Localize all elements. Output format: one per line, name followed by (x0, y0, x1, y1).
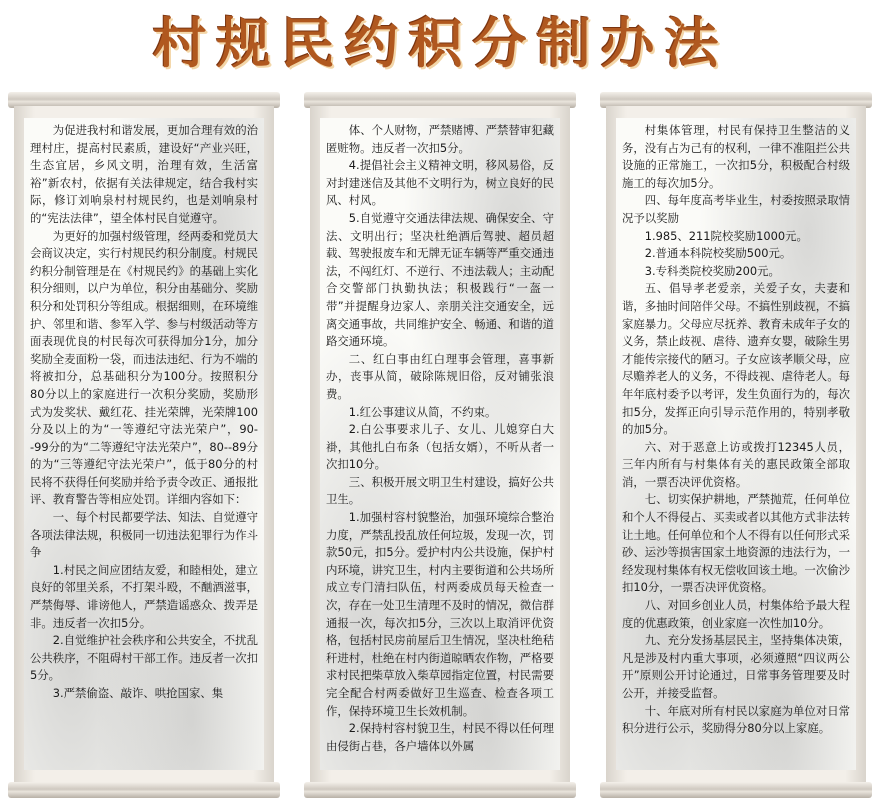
scroll-panel-2 (304, 92, 576, 798)
column-text (326, 122, 554, 755)
paragraph: 为促进我村和谐发展，更加合理有效的治理村庄，提高村民素质，建设好“产业兴旺，生态宜居，乡风文明，治理有效，生活富裕”新农村，依据有关法律规定，结合我村实际，修订刘响泉村村规民约，也是刘响泉村的“宪法法律”，望全体村民自觉遵守。 (30, 123, 258, 225)
paragraph: 3.严禁偷盗、敲诈、哄抢国家、集 (52, 686, 224, 700)
paragraph: 2.普通本科院校奖励500元。 (644, 246, 792, 261)
paragraph: 4.提倡社会主义精神文明，移风易俗，反对封建迷信及其他不文明行为，树立良好的民风、村风。 (326, 158, 554, 208)
paragraph: 1.加强村容村貌整治，加强环境综合整治力度，严禁乱投乱放任何垃圾，发现一次，罚款50元，扣5分。爱护村内公共设施，保护村内环境，讲究卫生，村内主要街道和公共场所成立专门清扫队伍，村两委成员每天检查一次，存在一处卫生清理不及时的情况，微信群通报一次，每次扣5分，三次以上取消评优资格，包括村民房前屋后卫生情况，坚决杜绝秸秆进村，杜绝在村内街道晾晒农作物，严格要求村民把柴草放入柴草园指定位置，村民需要完全配合村两委做好卫生巡查、检查各项工作，保持环境卫生长效机制。 (326, 510, 554, 718)
paragraph: 村集体管理，村民有保持卫生整洁的义务，没有占为己有的权利，一律不准阻拦公共设施的正常施工，一次扣5分，积极配合村级施工的每次加5分。 (622, 123, 850, 190)
paragraph: 七、切实保护耕地，严禁抛荒，任何单位和个人不得侵占、买卖或者以其他方式非法转让土地。任何单位和个人不得有以任何形式采砂、运沙等损害国家土地资源的违法行为，一经发现村集体有权无偿收回该土地。一次偷沙扣10分，一票否决评优资格。 (622, 492, 850, 595)
paragraph: 八、对回乡创业人员，村集体给予最大程度的优惠政策，创业家庭一次性加10分。 (622, 598, 850, 630)
scroll-paper (320, 118, 560, 770)
paragraph: 1.村民之间应团结友爱，和睦相处，建立良好的邻里关系，不打架斗殴，不酗酒滋事，严禁侮辱、诽谤他人，严禁造谣惑众、拨弄是非。违反者一次扣5分。 (30, 562, 258, 630)
paragraph: 二、红白事由红白理事会管理，喜事新办，丧事从简，破除陈规旧俗，反对铺张浪费。 (326, 351, 554, 401)
scroll-bottom-rod (600, 782, 872, 798)
paragraph: 六、对于恶意上访或拨打12345人员，三年内所有与村集体有关的惠民政策全部取消，一票否决评优资格。 (622, 439, 850, 489)
paragraph: 1.红公事建议从简，不约束。 (348, 404, 497, 419)
paragraph: 十、年底对所有村民以家庭为单位对日常积分进行公示，奖励得分80分以上家庭。 (622, 703, 850, 736)
paragraph: 一、每个村民都要学法、知法、自觉遵守各项法律法规，积极同一切违法犯罪行为作斗争 (30, 510, 258, 560)
scroll-bottom-rod (8, 782, 280, 798)
paragraph: 为更好的加强村级管理，经两委和党员大会商议决定，实行村规民约积分制度。村规民约积分制管理是在《村规民约》的基础上实化积分细则，以户为单位，积分由基础分、奖励积分和处罚积分等组成。根据细则，在环境维护、邻里和谐、参军入学、参与村级活动等方面表现优良的村民每次可获得加分1分，加分奖励全麦面粉一袋，而违法违纪、行为不端的将被扣分，总基础积分为100分。按照积分80分以上的家庭进行一次积分奖励，奖励形式为发奖状、戴红花、挂光荣牌，光荣牌100分及以上的为“一等遵纪守法光荣户”，90--99分的为“二等遵纪守法光荣户”，80--89分的为“三等遵纪守法光荣户”，低于80分的村民将不获得任何奖励并给予责令改正、通报批评、教育警告等相应处罚。详细内容如下： (30, 228, 258, 507)
paragraph: 五、倡导孝老爱亲，关爱子女，夫妻和谐，多抽时间陪伴父母。不搞性别歧视，不搞家庭暴力。父母应尽抚养、教育未成年子女的义务，禁止歧视、虐待、遗弃女婴，破除生男才能传宗接代的陋习。子女应该孝顺父母，应尽赡养老人的义务，不得歧视、虐待老人。每年年底村委予以考评，发生负面行为的，每次扣5分，发挥正向引导示范作用的，特别孝敬的加5分。 (622, 281, 850, 437)
paragraph: 1.985、211院校奖励1000元。 (644, 228, 808, 243)
paragraph: 体、个人财物，严禁赌博、严禁替审犯藏匿赃物。违反者一次扣5分。 (326, 123, 554, 155)
paragraph: 2.白公事要求儿子、女儿、儿媳穿白大褂，其他扎白布条（包括女婿），不听从者一次扣10分。 (326, 422, 554, 472)
paragraph: 三、积极开展文明卫生村建设，搞好公共卫生。 (326, 474, 554, 507)
paragraph: 四、每年度高考毕业生，村委按照录取情况予以奖励 (622, 193, 850, 225)
paragraph: 2.保持村容村貌卫生，村民不得以任何理由侵街占巷，各户墙体以外属 (326, 721, 554, 753)
page-title: 村规民约积分制办法 (152, 11, 729, 75)
scroll-paper (24, 118, 264, 770)
column-text (30, 122, 258, 703)
scroll-panel-3 (600, 92, 872, 798)
paragraph: 3.专科类院校奖励200元。 (644, 263, 780, 278)
paragraph: 5.自觉遵守交通法律法规、确保安全、守法、文明出行；坚决杜绝酒后驾驶、超员超载、驾驶报废车和无牌无证车辆等严重交通违法，不闯红灯、不逆行、不违法载人；主动配合交警部门执勤执法；积极践行“一盔一带”并提醒身边家人、亲朋关注交通安全，远离交通事故，共同维护安全、畅通、和谐的道路交通环境。 (326, 210, 554, 349)
scroll-paper (616, 118, 856, 770)
paragraph: 九、充分发扬基层民主，坚持集体决策，凡是涉及村内重大事项，必须遵照“四议两公开”原则公开讨论通过，日常事务管理要及时公开，并接受监督。 (622, 633, 850, 700)
scroll-bottom-rod (304, 782, 576, 798)
scroll-panel-1 (8, 92, 280, 798)
column-text (622, 122, 850, 738)
paragraph: 2.自觉维护社会秩序和公共安全，不扰乱公共秩序，不阻碍村干部工作。违反者一次扣5分。 (30, 633, 258, 683)
